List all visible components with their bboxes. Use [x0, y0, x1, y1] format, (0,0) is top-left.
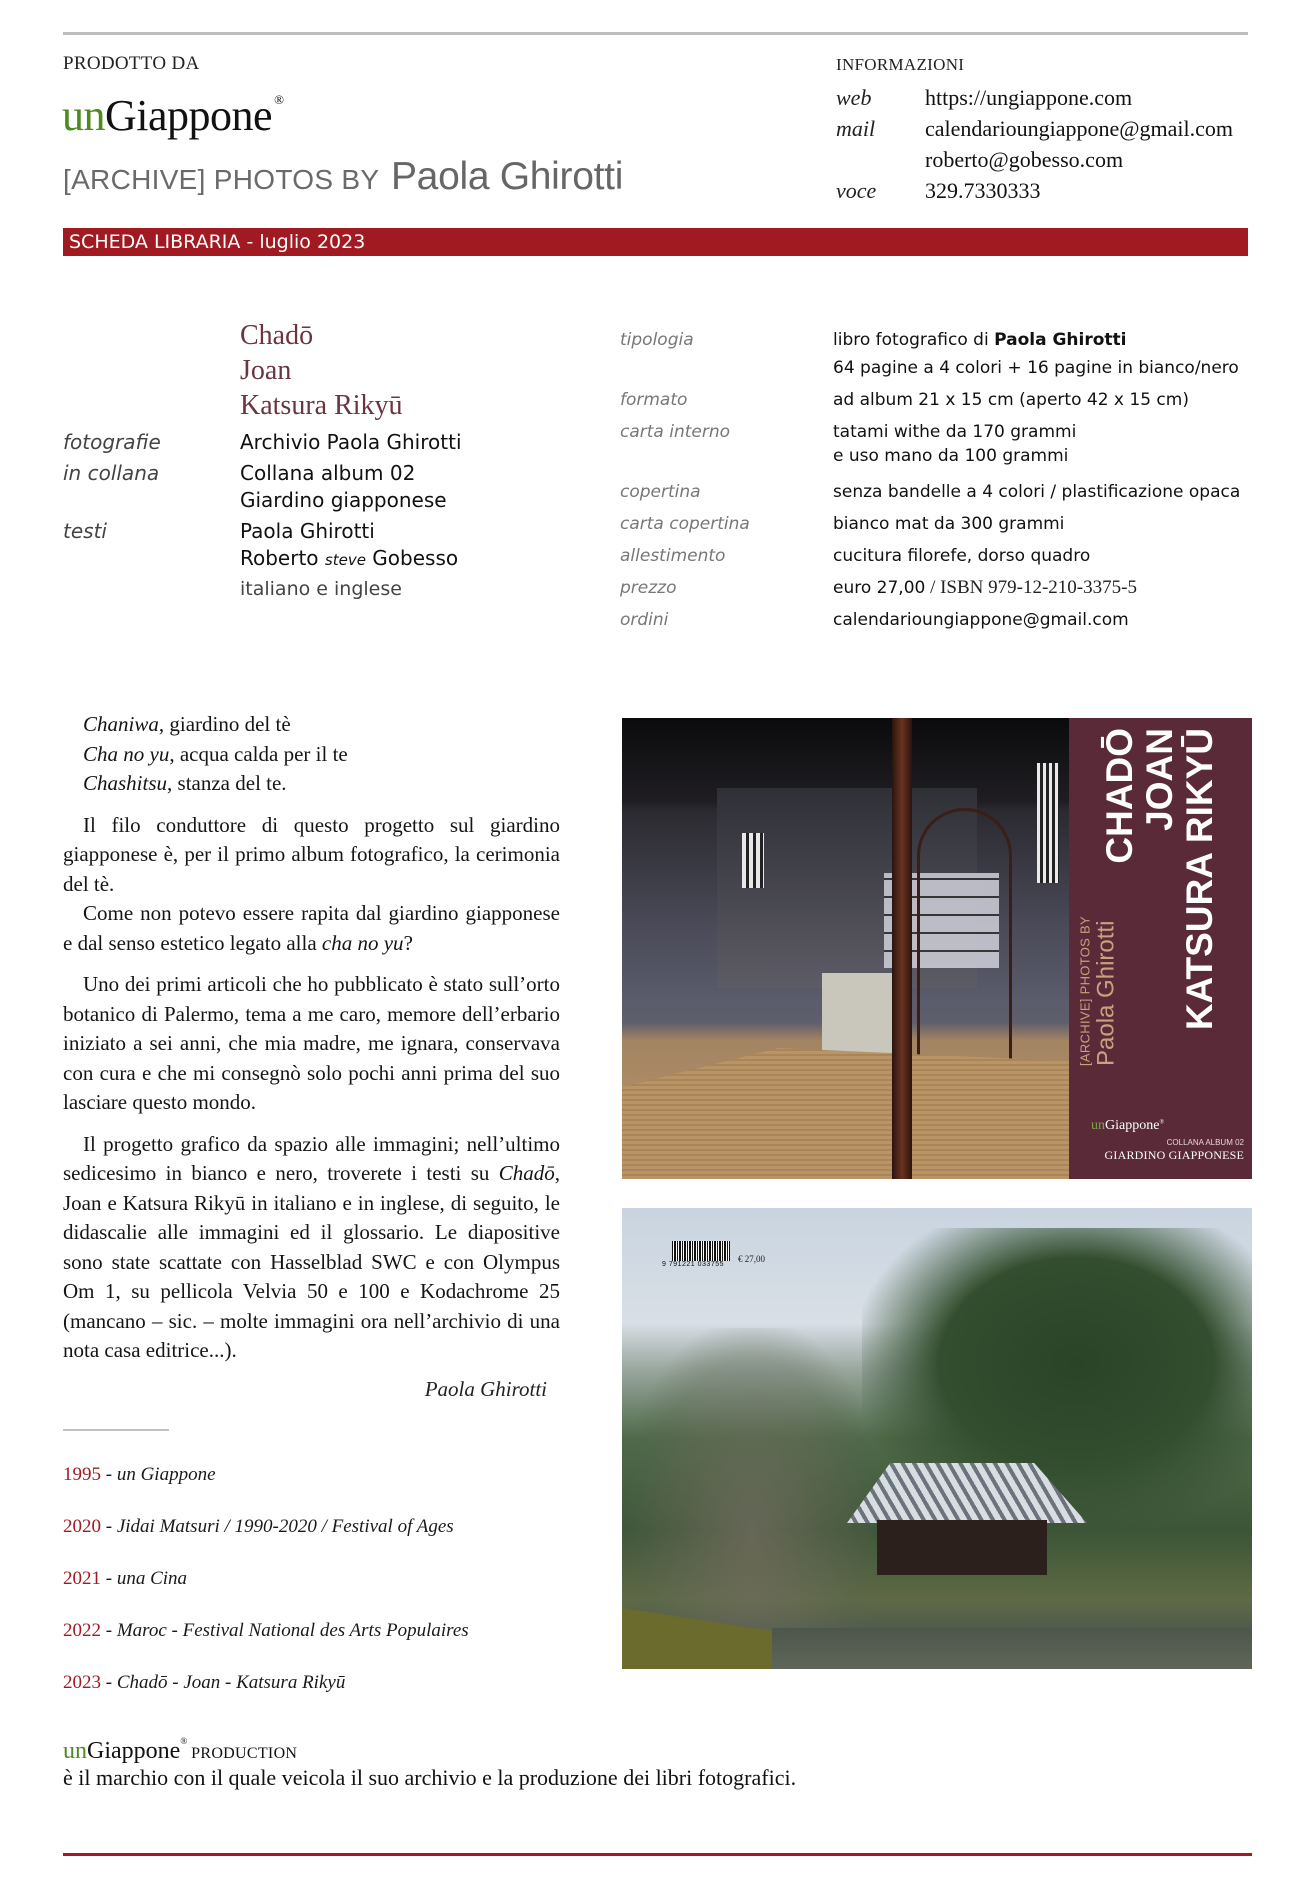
- photo-temple: [877, 1520, 1047, 1575]
- timeline-title: Jidai Matsuri / 1990-2020 / Festival of Ages: [116, 1516, 454, 1537]
- info-label: [836, 144, 925, 175]
- ungiappone-logo: [62, 76, 283, 140]
- timeline-sep: -: [101, 1620, 117, 1641]
- spec-label: ordini: [620, 610, 669, 630]
- p4-rest: , Joan e Katsura Rikyū in italiano e in inglese, di seguito, le didascalie alle immagini ed il glossario. Le diapositive sono state scattate con Hasselblad SWC e con Olympus Om 1, su pellicola Velvia 50 e 100 e Kodachrome 25 (mancano – sic. – molte immagini ora nell’archivio di una nota casa editrice...).: [63, 1161, 560, 1362]
- paragraph-4: [63, 1130, 560, 1366]
- p4-term: Chadō: [498, 1161, 555, 1185]
- tipologia-pages: 64 pagine a 4 colori + 16 pagine in bianco/nero: [833, 358, 1239, 378]
- info-label: voce: [836, 178, 877, 203]
- spec-label: formato: [620, 390, 688, 410]
- signature: Paola Ghirotti: [424, 1377, 547, 1401]
- cover-collana: COLLANA ALBUM 02: [1166, 1138, 1244, 1147]
- poem-term: Chaniwa: [83, 712, 159, 736]
- timeline-title: Maroc - Festival National des Arts Populaires: [116, 1620, 469, 1641]
- spec-label: testi: [63, 519, 107, 543]
- barcode-number: 9 791221 033755: [662, 1261, 724, 1268]
- spec-collana: [63, 460, 583, 514]
- title-joan: Joan: [240, 355, 292, 386]
- timeline-year: 2021: [63, 1568, 101, 1589]
- timeline-item: [63, 1566, 469, 1618]
- bottom-rule: [63, 1853, 1252, 1856]
- timeline-year: 1995: [63, 1464, 101, 1485]
- footer-production: PRODUCTION: [191, 1745, 298, 1762]
- spec-copertina: [620, 480, 1260, 504]
- isbn: ISBN 979-12-210-3375-5: [940, 577, 1137, 598]
- spec-value: [240, 518, 458, 603]
- cover-series: GIARDINO GIAPPONESE: [1104, 1148, 1244, 1162]
- mail-link[interactable]: calendarioungiappone@gmail.com: [925, 116, 1233, 141]
- spec-label: carta copertina: [620, 514, 750, 534]
- carta-interno-1: tatami withe da 170 grammi: [833, 422, 1077, 442]
- spec-testi: [63, 518, 583, 603]
- author-2-last: Gobesso: [372, 546, 459, 570]
- info-row-mail-2: [836, 144, 1256, 175]
- cover-registered: ®: [1159, 1119, 1164, 1126]
- poem-line: [83, 740, 560, 770]
- spec-carta-copertina: [620, 512, 1260, 536]
- spec-label: copertina: [620, 482, 701, 502]
- footer-registered: ®: [180, 1736, 188, 1746]
- timeline-sep: -: [101, 1672, 117, 1693]
- p2-text: Come non potevo essere rapita dal giardino giapponese e dal senso estetico legato alla: [63, 901, 560, 955]
- timeline-sep: -: [101, 1568, 117, 1589]
- spec-allestimento: [620, 544, 1260, 568]
- collana-name: Collana album 02: [240, 461, 416, 485]
- credits-specs: [63, 429, 583, 607]
- spec-value: bianco mat da 300 grammi: [833, 514, 1065, 534]
- spec-value: [833, 576, 1137, 600]
- registered-mark: ®: [274, 92, 284, 107]
- timeline-item: [63, 1618, 469, 1670]
- cover-title-katsura: KATSURA RIKYŪ: [1179, 728, 1220, 1031]
- orders-email-link[interactable]: calendarioungiappone@gmail.com: [833, 610, 1129, 630]
- cover-logo-giappone: Giappone: [1105, 1118, 1160, 1133]
- top-rule: [63, 32, 1248, 35]
- web-link[interactable]: https://ungiappone.com: [925, 85, 1133, 110]
- barcode-icon: [672, 1241, 730, 1261]
- spec-ordini: [620, 608, 1260, 632]
- back-cover-price: € 27,00: [738, 1254, 765, 1264]
- cover-title-joan: JOAN: [1139, 728, 1180, 831]
- spec-label: allestimento: [620, 546, 726, 566]
- author-2-nick: steve: [324, 551, 366, 569]
- technical-specs: [620, 328, 1260, 640]
- cover-title-panel: [1069, 718, 1252, 1179]
- spec-value: cucitura filorefe, dorso quadro: [833, 546, 1091, 566]
- title-katsura: Katsura Rikyū: [240, 390, 403, 421]
- p4-text: Il progetto grafico da spazio alle immagini; nell’ultimo sedicesimo in bianco e nero, troverete i testi su: [63, 1131, 560, 1185]
- spec-label: carta interno: [620, 422, 731, 442]
- spec-fotografie: [63, 429, 583, 456]
- archive-photos-by: [63, 155, 623, 199]
- book-titles: [240, 318, 403, 423]
- publications-timeline: [63, 1462, 469, 1722]
- produced-by-label: PRODOTTO DA: [63, 53, 200, 74]
- languages: italiano e inglese: [240, 578, 402, 600]
- timeline-item: [63, 1514, 469, 1566]
- spec-value: Archivio Paola Ghirotti: [240, 430, 462, 454]
- spec-value: [833, 328, 1239, 380]
- paragraph-2: [63, 899, 560, 958]
- timeline-year: 2020: [63, 1516, 101, 1537]
- spec-value: [240, 460, 447, 514]
- footer-brand: [63, 1736, 297, 1765]
- spec-formato: [620, 388, 1260, 412]
- timeline-sep: -: [101, 1464, 117, 1485]
- author-1: Paola Ghirotti: [240, 519, 375, 543]
- author-2-first: Roberto: [240, 546, 319, 570]
- cover-credit-prefix: [ARCHIVE] PHOTOS BY: [1077, 916, 1093, 1066]
- spec-carta-interno: [620, 420, 1260, 468]
- info-title: INFORMAZIONI: [836, 55, 965, 74]
- paragraph-3: Uno dei primi articoli che ho pubblicato è stato sull’orto botanico di Palermo, tema a me caro, memore dell’erbario iniziato a sei anni, che mia madre, me ignara, conservava con cura e che mi consegnò solo pochi anni prima del suo lasciare questo mondo.: [63, 972, 560, 1114]
- photo-post: [892, 718, 912, 1179]
- tea-room-photo: [622, 718, 1069, 1179]
- info-row-mail: [836, 113, 1256, 144]
- paragraph-1: Il filo conduttore di questo progetto sul giardino giapponese è, per il primo album fotografico, la cerimonia del tè.: [63, 812, 560, 896]
- poem-rest: , acqua calda per il te: [169, 741, 348, 766]
- cover-logo: [1091, 1118, 1164, 1134]
- photo-pond: [772, 1628, 1252, 1669]
- poem-rest: , stanza del te.: [167, 771, 287, 795]
- poem-line: [83, 769, 560, 799]
- archive-prefix: [ARCHIVE] PHOTOS BY: [63, 164, 379, 195]
- logo-giappone: Giappone: [105, 91, 273, 140]
- spec-label: fotografie: [63, 430, 161, 454]
- footer-logo-un: un: [63, 1738, 87, 1764]
- info-label: web: [836, 85, 872, 110]
- timeline-year: 2023: [63, 1672, 101, 1693]
- back-cover-image: [622, 1208, 1252, 1669]
- logo-un: un: [62, 91, 105, 140]
- spec-label: prezzo: [620, 578, 677, 598]
- info-block: [836, 55, 1256, 206]
- timeline-item: [63, 1670, 469, 1722]
- price-separator: /: [925, 577, 941, 598]
- p2-end: ?: [403, 930, 413, 955]
- spec-label: tipologia: [620, 330, 694, 350]
- price: euro 27,00: [833, 578, 926, 598]
- timeline-sep: -: [101, 1516, 117, 1537]
- info-row-voce: [836, 175, 1256, 206]
- author-name: Paola Ghirotti: [390, 155, 624, 198]
- cover-credit-name: Paola Ghirotti: [1092, 920, 1120, 1066]
- poem-term: Cha no yu: [83, 741, 170, 766]
- front-cover-image: [622, 718, 1252, 1179]
- tipologia-prefix: libro fotografico di: [833, 330, 989, 350]
- footer-logo-giappone: Giappone: [87, 1738, 181, 1764]
- poem-rest: , giardino del tè: [158, 712, 291, 736]
- timeline-item: [63, 1462, 469, 1514]
- photo-window: [742, 833, 764, 888]
- banner-text: SCHEDA LIBRARIA - luglio 2023: [69, 231, 366, 253]
- mail-link-2[interactable]: roberto@gobesso.com: [925, 147, 1124, 172]
- tipologia-author: Paola Ghirotti: [994, 330, 1127, 350]
- carta-interno-2: e uso mano da 100 grammi: [833, 446, 1069, 466]
- short-divider: [63, 1429, 169, 1431]
- poem-term: Chashitsu: [83, 771, 168, 795]
- cover-title-chado: CHADŌ: [1099, 728, 1140, 864]
- intro-text: [63, 710, 560, 1366]
- scheda-banner: [63, 228, 1248, 256]
- spec-value: ad album 21 x 15 cm (aperto 42 x 15 cm): [833, 390, 1189, 410]
- timeline-title: una Cina: [116, 1568, 188, 1589]
- spec-value: [833, 420, 1076, 468]
- cover-logo-un: un: [1091, 1118, 1105, 1133]
- cover-credit: [1078, 816, 1121, 1066]
- photo-panel: [822, 973, 897, 1053]
- info-label: mail: [836, 116, 876, 141]
- photo-tatami: [622, 1048, 1069, 1179]
- photo-window-right: [1037, 763, 1059, 883]
- spec-value: senza bandelle a 4 colori / plastificazione opaca: [833, 482, 1241, 502]
- p2-term: cha no yu: [321, 930, 404, 955]
- footer-sentence: è il marchio con il quale veicola il suo archivio e la produzione dei libri fotografici.: [63, 1765, 797, 1790]
- author-2: [240, 545, 458, 574]
- spec-prezzo: [620, 576, 1260, 600]
- spec-tipologia: [620, 328, 1260, 380]
- spec-label: in collana: [63, 461, 160, 485]
- timeline-year: 2022: [63, 1620, 101, 1641]
- collana-series: Giardino giapponese: [240, 488, 447, 512]
- phone-number: 329.7330333: [925, 178, 1041, 203]
- timeline-title: un Giappone: [116, 1464, 216, 1485]
- poem-line: [83, 710, 560, 740]
- info-row-web: [836, 82, 1256, 113]
- title-chado: Chadō: [240, 320, 314, 351]
- timeline-title: Chadō - Joan - Katsura Rikyū: [116, 1672, 346, 1693]
- poem: [63, 710, 560, 799]
